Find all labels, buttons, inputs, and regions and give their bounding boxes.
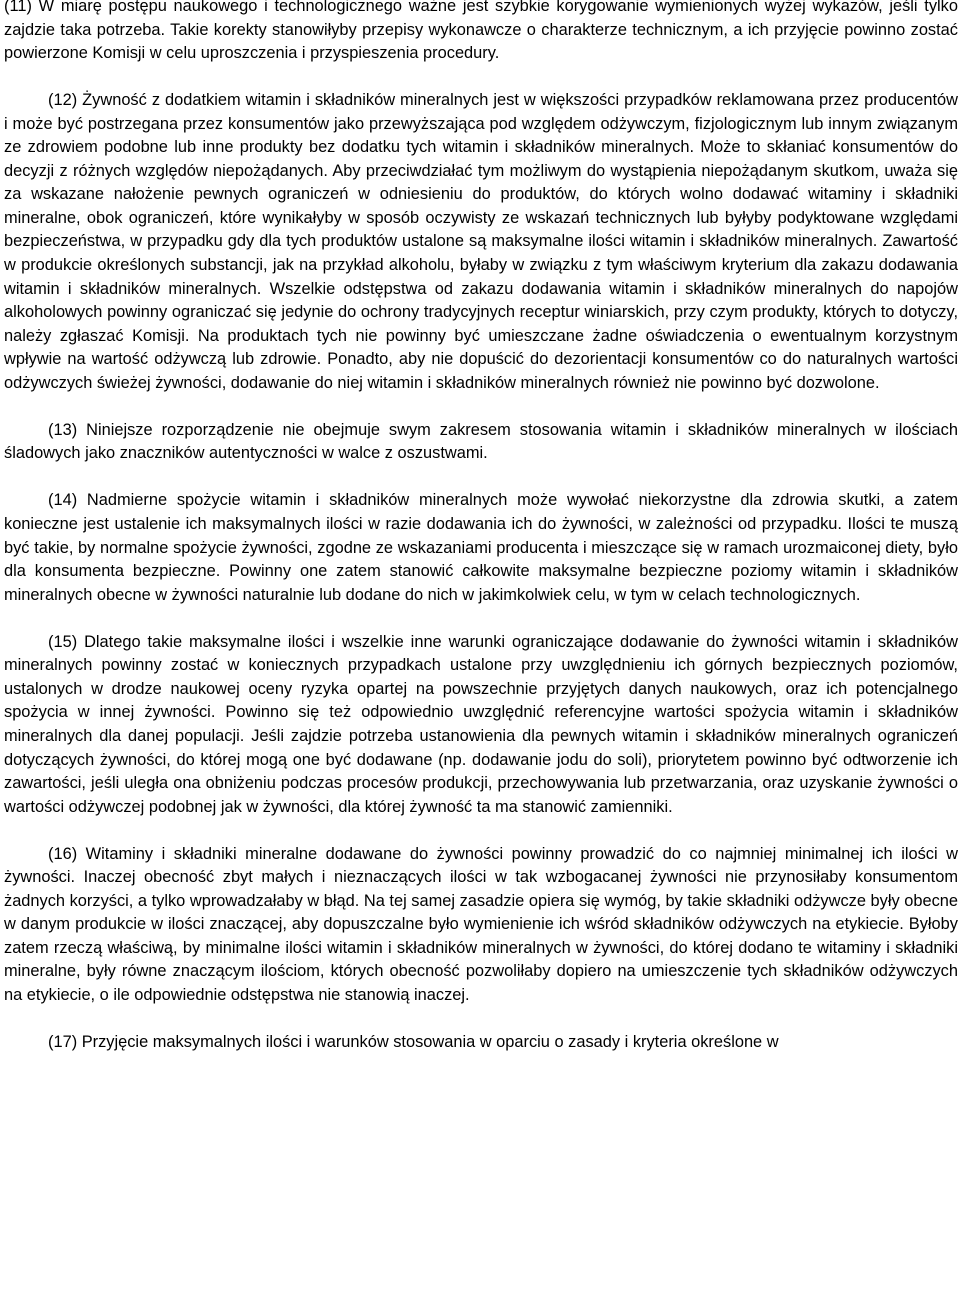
paragraph-13: (13) Niniejsze rozporządzenie nie obejmuje swym zakresem stosowania witamin i składników mineralnych w ilościach śladowych jako znaczników autentyczności w walce z oszustwami.	[4, 420, 958, 463]
paragraph-11: (11) W miarę postępu naukowego i technologicznego ważne jest szybkie korygowanie wymienionych wyżej wykazów, jeśli tylko zajdzie taka potrzeba. Takie korekty stanowiłyby przepisy wykonawcze o charakterze technicznym, a ich przyjęcie powinno zostać powierzone Komisji w celu uproszczenia i przyspieszenia procedury.	[4, 0, 958, 63]
paragraph-17: (17) Przyjęcie maksymalnych ilości i warunków stosowania w oparciu o zasady i kryteria określone w	[48, 1033, 779, 1052]
document-page	[4, 0, 958, 1055]
paragraph-14: (14) Nadmierne spożycie witamin i składników mineralnych może wywołać niekorzystne dla zdrowia skutki, a zatem konieczne jest ustalenie ich maksymalnych ilości w razie dodawania ich do żywności, w zależności od przypadku. Ilości te muszą być takie, by normalne spożycie żywności, zgodne ze wskazaniami producenta i mieszczące się w ramach urozmaiconej diety, było dla konsumenta bezpieczne. Powinny one zatem stanowić całkowite maksymalne bezpieczne poziomy witamin i składników mineralnych obecne w żywności naturalnie lub dodane do nich w jakimkolwiek celu, w tym w celach technologicznych.	[4, 491, 958, 604]
paragraph-15: (15) Dlatego takie maksymalne ilości i wszelkie inne warunki ograniczające dodawanie do żywności witamin i składników mineralnych powinny zostać w koniecznych przypadkach ustalone przy uwzględnieniu ich górnych bezpiecznych poziomów, ustalonych w drodze naukowej oceny ryzyka opartej na powszechnie przyjętych danych naukowych, oraz ich potencjalnego spożycia w innej żywności. Powinno się też odpowiednio uwzględnić referencyjne wartości spożycia witamin i składników mineralnych dla danej populacji. Jeśli zajdzie potrzeba ustanowienia dla pewnych witamin i składników mineralnych ograniczeń dotyczących żywności, do której mogą one być dodawane (np. dodawanie jodu do soli), priorytetem powinno być odtworzenie ich zawartości, jeśli uległa ona obniżeniu podczas procesów produkcji, przechowywania lub przetwarzania, oraz uzyskanie żywności o wartości odżywczej podobnej jak w żywności, dla której żywność ta ma stanowić zamienniki.	[4, 632, 958, 816]
paragraph-12: (12) Żywność z dodatkiem witamin i składników mineralnych jest w większości przypadków reklamowana przez producentów i może być postrzegana przez konsumentów jako przewyższająca pod względem odżywczym, fizjologicznym lub innym związanym ze zdrowiem podobne lub inne produkty bez dodatku tych witamin i składników mineralnych. Może to skłaniać konsumentów do decyzji z różnych względów niepożądanych. Aby przeciwdziałać tym możliwym do wystąpienia niepożądanym skutkom, uważa się za wskazane nałożenie pewnych ograniczeń w odniesieniu do produktów, do których wolno dodawać witaminy i składniki mineralne, obok ograniczeń, które wynikałyby w sposób oczywisty ze wskazań technicznych lub byłyby podyktowane względami bezpieczeństwa, w przypadku gdy dla tych produktów ustalone są maksymalne ilości witamin i składników mineralnych. Zawartość w produkcie określonych substancji, jak na przykład alkoholu, byłaby w związku z tym właściwym kryterium dla zakazu dodawania witamin i składników mineralnych. Wszelkie odstępstwa od zakazu dodawania witamin i składników mineralnych do napojów alkoholowych powinny ograniczać się jedynie do ochrony tradycyjnych receptur winiarskich, przy czym produkty, których to dotyczy, należy zgłaszać Komisji. Na produktach tych nie powinny być umieszczane żadne oświadczenia o ewentualnym korzystnym wpływie na wartość odżywczą lub zdrowie. Ponadto, aby nie dopuścić do dezorientacji konsumentów co do naturalnych wartości odżywczych świeżej żywności, dodawanie do niej witamin i składników mineralnych również nie powinno być dozwolone.	[4, 91, 958, 392]
paragraph-16: (16) Witaminy i składniki mineralne dodawane do żywności powinny prowadzić do co najmniej minimalnej ich ilości w żywności. Inaczej obecność zbyt małych i nieznaczących ilości w tak wzbogacanej żywności nie przynosiłaby konsumentom żadnych korzyści, a tylko wprowadzałaby w błąd. Na tej samej zasadzie opiera się wymóg, by takie składniki odżywcze były obecne w danym produkcie w ilości znaczącej, aby dopuszczalne było wymienienie ich wśród składników odżywczych na etykiecie. Byłoby zatem rzeczą właściwą, by minimalne ilości witamin i składników mineralnych w żywności, do której dodano te witaminy i składniki mineralne, były równe znaczącym ilościom, których obecność pozwoliłaby dopiero na umieszczenie tych składników odżywczych na etykiecie, o ile odpowiednie odstępstwa nie stanowią inaczej.	[4, 844, 958, 1004]
